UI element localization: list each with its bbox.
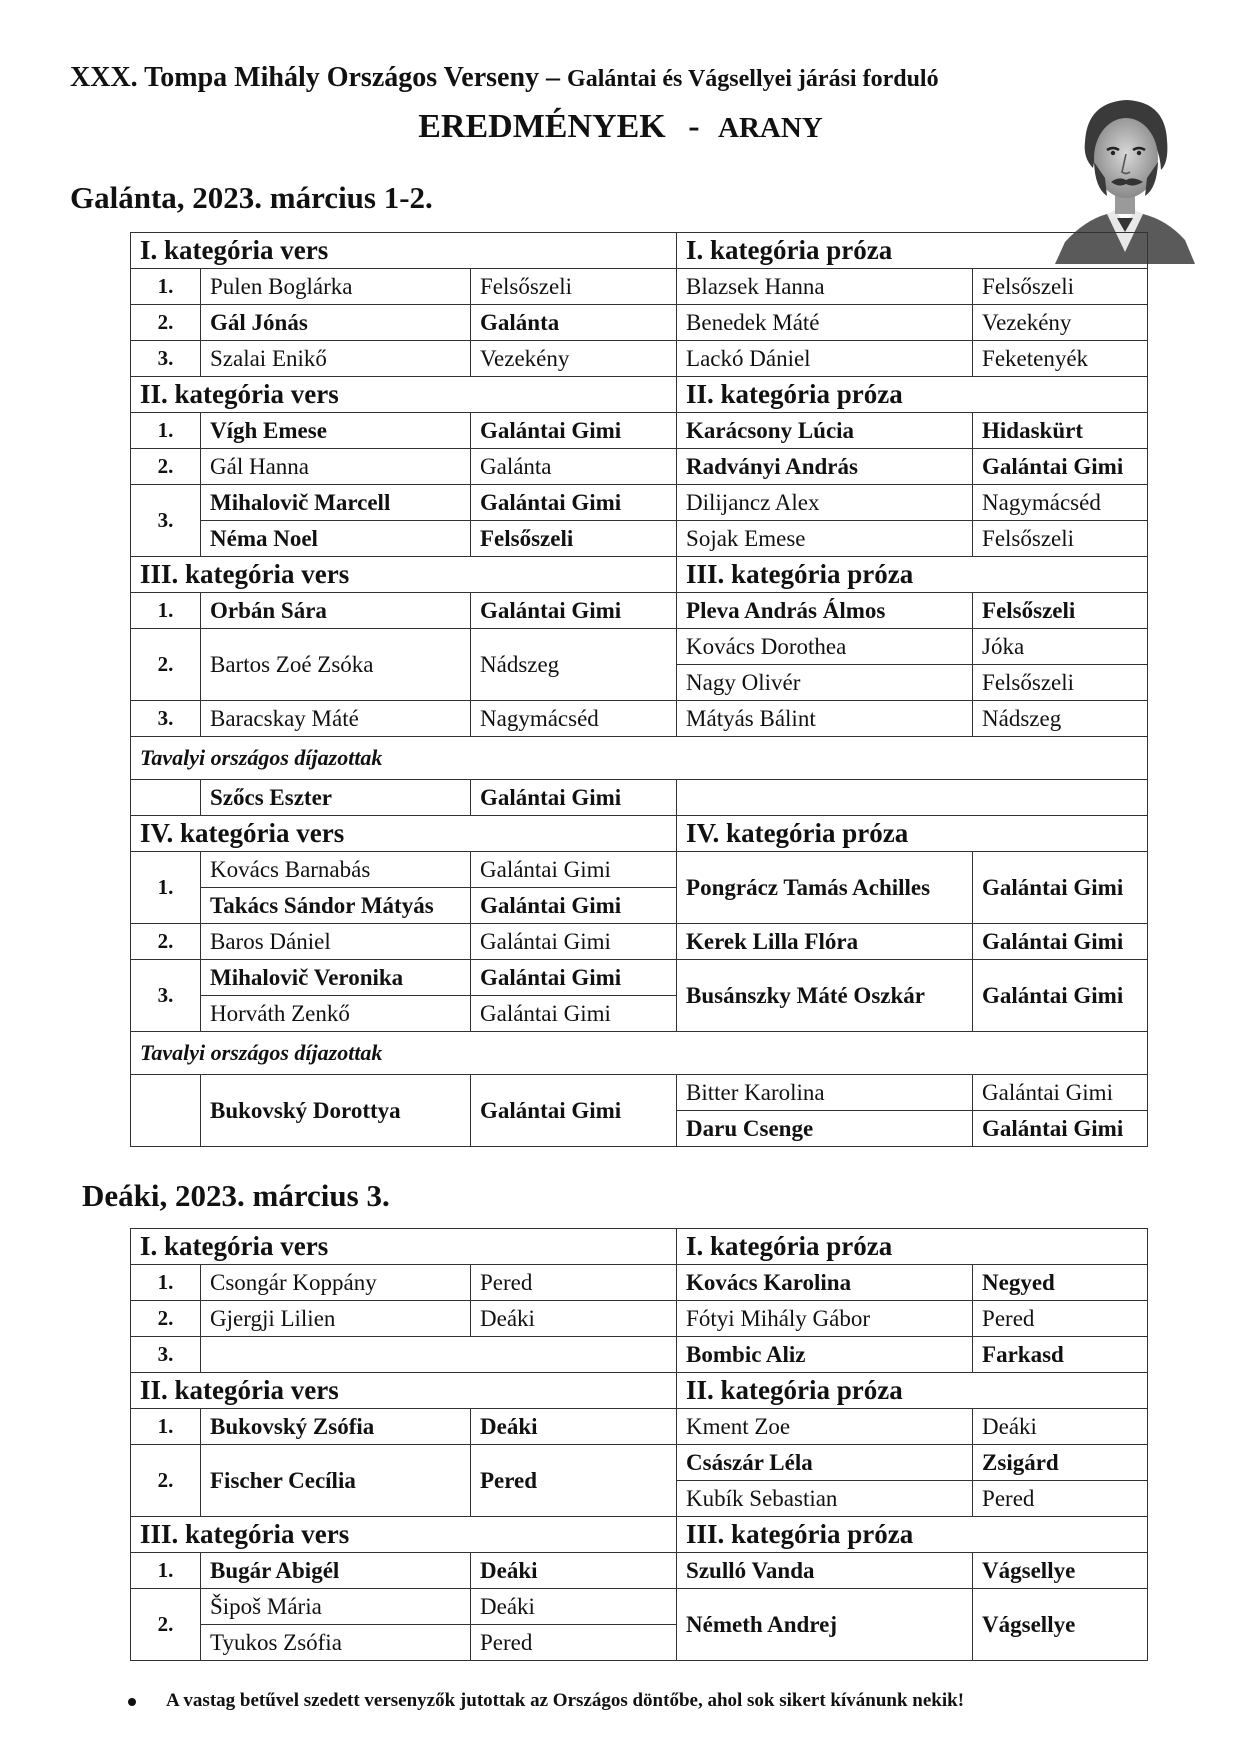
proza-school-cell: Galántai Gimi xyxy=(973,1111,1148,1147)
category-proza-header: III. kategória próza xyxy=(677,557,1148,593)
vers-school-cell: Vezekény xyxy=(471,341,677,377)
table-row xyxy=(131,1075,1148,1111)
proza-name-cell: Pleva András Álmos xyxy=(677,593,973,629)
category-header-row xyxy=(131,233,1148,269)
place-cell: 3. xyxy=(131,1337,201,1373)
proza-school-cell: Farkasd xyxy=(973,1337,1148,1373)
proza-name-cell: Kerek Lilla Flóra xyxy=(677,924,973,960)
vers-name-cell: Szőcs Eszter xyxy=(201,780,471,816)
vers-school-cell: Nádszeg xyxy=(471,629,677,701)
proza-school-cell: Galántai Gimi xyxy=(973,960,1148,1032)
proza-name-cell: Daru Csenge xyxy=(677,1111,973,1147)
category-vers-header: III. kategória vers xyxy=(131,1517,677,1553)
place-cell: 1. xyxy=(131,1265,201,1301)
place-cell: 2. xyxy=(131,1445,201,1517)
table-row xyxy=(131,780,1148,816)
competition-title: XXX. Tompa Mihály Országos Verseny xyxy=(70,62,540,93)
place-cell: 2. xyxy=(131,1301,201,1337)
category-proza-header: III. kategória próza xyxy=(677,1517,1148,1553)
category-vers-header: III. kategória vers xyxy=(131,557,677,593)
vers-school-cell: Nagymácséd xyxy=(471,701,677,737)
vers-school-cell: Deáki xyxy=(471,1553,677,1589)
vers-school-cell: Deáki xyxy=(471,1409,677,1445)
table-row xyxy=(131,1265,1148,1301)
competition-round: Galántai és Vágsellyei járási forduló xyxy=(567,66,939,92)
vers-school-cell: Galánta xyxy=(471,449,677,485)
proza-school-cell: Galántai Gimi xyxy=(973,924,1148,960)
proza-school-cell: Galántai Gimi xyxy=(973,1075,1148,1111)
results-label: EREDMÉNYEK xyxy=(418,108,666,145)
table-row xyxy=(131,924,1148,960)
category-header-row xyxy=(131,816,1148,852)
place-cell: 3. xyxy=(131,341,201,377)
table-row xyxy=(131,593,1148,629)
vers-school-cell: Galántai Gimi xyxy=(471,888,677,924)
vers-school-cell: Galántai Gimi xyxy=(471,413,677,449)
proza-name-cell: Benedek Máté xyxy=(677,305,973,341)
vers-school-cell: Galántai Gimi xyxy=(471,1075,677,1147)
vers-school-cell: Galántai Gimi xyxy=(471,996,677,1032)
footnote-text: A vastag betűvel szedett versenyzők jutottak az Országos döntőbe, ahol sok sikert kívánunk nekik! xyxy=(166,1690,965,1711)
vers-name-cell: Gjergji Lilien xyxy=(201,1301,471,1337)
category-vers-header: IV. kategória vers xyxy=(131,816,677,852)
proza-name-cell: Mátyás Bálint xyxy=(677,701,973,737)
proza-school-cell: Feketenyék xyxy=(973,341,1148,377)
vers-name-cell: Horváth Zenkő xyxy=(201,996,471,1032)
place-cell: 3. xyxy=(131,485,201,557)
category-proza-header: I. kategória próza xyxy=(677,233,1148,269)
proza-name-cell: Császár Léla xyxy=(677,1445,973,1481)
category-proza-header: IV. kategória próza xyxy=(677,816,1148,852)
proza-name-cell: Lackó Dániel xyxy=(677,341,973,377)
category-header-row xyxy=(131,1517,1148,1553)
vers-name-cell: Baros Dániel xyxy=(201,924,471,960)
vers-school-cell: Pered xyxy=(471,1625,677,1661)
vers-name-cell: Vígh Emese xyxy=(201,413,471,449)
table-row xyxy=(131,413,1148,449)
table-row xyxy=(131,1445,1148,1481)
vers-school-cell: Galántai Gimi xyxy=(471,485,677,521)
vers-school-cell: Pered xyxy=(471,1265,677,1301)
category-vers-header: II. kategória vers xyxy=(131,1373,677,1409)
place-cell: 2. xyxy=(131,305,201,341)
category-header-row xyxy=(131,1229,1148,1265)
vers-name-cell: Šipoš Mária xyxy=(201,1589,471,1625)
category-header-row xyxy=(131,377,1148,413)
table-row xyxy=(131,1589,1148,1625)
vers-name-cell: Baracskay Máté xyxy=(201,701,471,737)
category-proza-header: II. kategória próza xyxy=(677,377,1148,413)
table-row xyxy=(131,449,1148,485)
proza-name-cell: Busánszky Máté Oszkár xyxy=(677,960,973,1032)
proza-school-cell: Felsőszeli xyxy=(973,269,1148,305)
arany-label: ARANY xyxy=(718,112,823,144)
vers-name-cell: Orbán Sára xyxy=(201,593,471,629)
proza-name-cell: Németh Andrej xyxy=(677,1589,973,1661)
place-cell: 1. xyxy=(131,1553,201,1589)
category-vers-header: I. kategória vers xyxy=(131,233,677,269)
vers-name-cell: Bartos Zoé Zsóka xyxy=(201,629,471,701)
vers-school-cell: Felsőszeli xyxy=(471,269,677,305)
proza-school-cell: Pered xyxy=(973,1481,1148,1517)
proza-name-cell: Bombic Aliz xyxy=(677,1337,973,1373)
table-row xyxy=(131,852,1148,888)
proza-school-cell: Pered xyxy=(973,1301,1148,1337)
vers-name-cell: Mihalovič Marcell xyxy=(201,485,471,521)
proza-school-cell: Nádszeg xyxy=(973,701,1148,737)
page-title xyxy=(70,62,939,94)
table-row xyxy=(131,1409,1148,1445)
proza-school-cell: Felsőszeli xyxy=(973,521,1148,557)
vers-name-cell: Gál Jónás xyxy=(201,305,471,341)
table-row xyxy=(131,1553,1148,1589)
deaki-date: Deáki, 2023. március 3. xyxy=(82,1178,390,1213)
bullet-icon xyxy=(128,1698,136,1706)
place-cell: 3. xyxy=(131,960,201,1032)
proza-name-cell: Szulló Vanda xyxy=(677,1553,973,1589)
place-cell: 1. xyxy=(131,593,201,629)
table-row xyxy=(131,701,1148,737)
vers-school-cell: Galántai Gimi xyxy=(471,780,677,816)
place-cell xyxy=(131,1075,201,1147)
note-row xyxy=(131,737,1148,780)
category-vers-header: I. kategória vers xyxy=(131,1229,677,1265)
proza-school-cell: Nagymácséd xyxy=(973,485,1148,521)
category-vers-header: II. kategória vers xyxy=(131,377,677,413)
proza-school-cell: Negyed xyxy=(973,1265,1148,1301)
proza-name-cell: Kovács Karolina xyxy=(677,1265,973,1301)
vers-name-cell: Bugár Abigél xyxy=(201,1553,471,1589)
vers-school-cell: Felsőszeli xyxy=(471,521,677,557)
proza-name-cell: Sojak Emese xyxy=(677,521,973,557)
table-row xyxy=(131,269,1148,305)
table-row xyxy=(131,341,1148,377)
vers-name-cell: Csongár Koppány xyxy=(201,1265,471,1301)
place-cell: 1. xyxy=(131,1409,201,1445)
proza-name-cell: Karácsony Lúcia xyxy=(677,413,973,449)
proza-school-cell: Felsőszeli xyxy=(973,665,1148,701)
proza-name-cell: Kovács Dorothea xyxy=(677,629,973,665)
category-proza-header: I. kategória próza xyxy=(677,1229,1148,1265)
table-row xyxy=(131,305,1148,341)
results-dash: - xyxy=(688,108,700,145)
vers-empty-cell xyxy=(201,1337,677,1373)
previous-winners-note: Tavalyi országos díjazottak xyxy=(131,1032,1148,1075)
proza-school-cell: Galántai Gimi xyxy=(973,852,1148,924)
proza-school-cell: Zsigárd xyxy=(973,1445,1148,1481)
vers-school-cell: Pered xyxy=(471,1445,677,1517)
proza-school-cell: Hidaskürt xyxy=(973,413,1148,449)
proza-name-cell: Pongrácz Tamás Achilles xyxy=(677,852,973,924)
galanta-date: Galánta, 2023. március 1-2. xyxy=(70,180,433,215)
proza-school-cell: Vágsellye xyxy=(973,1553,1148,1589)
footnote xyxy=(128,1690,964,1712)
previous-winners-note: Tavalyi országos díjazottak xyxy=(131,737,1148,780)
proza-name-cell: Bitter Karolina xyxy=(677,1075,973,1111)
proza-name-cell: Radványi András xyxy=(677,449,973,485)
proza-empty-cell xyxy=(677,780,1148,816)
proza-school-cell: Vágsellye xyxy=(973,1589,1148,1661)
vers-name-cell: Tyukos Zsófia xyxy=(201,1625,471,1661)
table-row xyxy=(131,960,1148,996)
vers-name-cell: Takács Sándor Mátyás xyxy=(201,888,471,924)
category-proza-header: II. kategória próza xyxy=(677,1373,1148,1409)
proza-name-cell: Dilijancz Alex xyxy=(677,485,973,521)
table-row xyxy=(131,1301,1148,1337)
vers-name-cell: Bukovský Zsófia xyxy=(201,1409,471,1445)
vers-school-cell: Galántai Gimi xyxy=(471,960,677,996)
vers-school-cell: Galántai Gimi xyxy=(471,593,677,629)
table-row xyxy=(131,629,1148,665)
proza-school-cell: Vezekény xyxy=(973,305,1148,341)
place-cell: 2. xyxy=(131,924,201,960)
proza-school-cell: Deáki xyxy=(973,1409,1148,1445)
category-header-row xyxy=(131,1373,1148,1409)
vers-school-cell: Galántai Gimi xyxy=(471,924,677,960)
proza-name-cell: Blazsek Hanna xyxy=(677,269,973,305)
vers-name-cell: Gál Hanna xyxy=(201,449,471,485)
proza-school-cell: Felsőszeli xyxy=(973,593,1148,629)
vers-school-cell: Galántai Gimi xyxy=(471,852,677,888)
table-row xyxy=(131,521,1148,557)
table-row xyxy=(131,1337,1148,1373)
vers-name-cell: Fischer Cecília xyxy=(201,1445,471,1517)
table-row xyxy=(131,485,1148,521)
place-cell: 2. xyxy=(131,1589,201,1661)
place-cell: 2. xyxy=(131,449,201,485)
galanta-results-table xyxy=(130,232,1148,1147)
category-header-row xyxy=(131,557,1148,593)
vers-name-cell: Mihalovič Veronika xyxy=(201,960,471,996)
vers-school-cell: Deáki xyxy=(471,1589,677,1625)
vers-name-cell: Néma Noel xyxy=(201,521,471,557)
place-cell: 3. xyxy=(131,701,201,737)
proza-name-cell: Nagy Olivér xyxy=(677,665,973,701)
place-cell: 1. xyxy=(131,852,201,924)
deaki-results-table xyxy=(130,1228,1148,1661)
vers-name-cell: Pulen Boglárka xyxy=(201,269,471,305)
vers-school-cell: Deáki xyxy=(471,1301,677,1337)
title-separator: – xyxy=(539,62,568,93)
vers-name-cell: Kovács Barnabás xyxy=(201,852,471,888)
place-cell: 1. xyxy=(131,413,201,449)
proza-name-cell: Fótyi Mihály Gábor xyxy=(677,1301,973,1337)
proza-school-cell: Galántai Gimi xyxy=(973,449,1148,485)
vers-school-cell: Galánta xyxy=(471,305,677,341)
proza-name-cell: Kubík Sebastian xyxy=(677,1481,973,1517)
note-row xyxy=(131,1032,1148,1075)
place-cell: 1. xyxy=(131,269,201,305)
proza-name-cell: Kment Zoe xyxy=(677,1409,973,1445)
proza-school-cell: Jóka xyxy=(973,629,1148,665)
place-cell: 2. xyxy=(131,629,201,701)
vers-name-cell: Szalai Enikő xyxy=(201,341,471,377)
vers-name-cell: Bukovský Dorottya xyxy=(201,1075,471,1147)
place-cell xyxy=(131,780,201,816)
